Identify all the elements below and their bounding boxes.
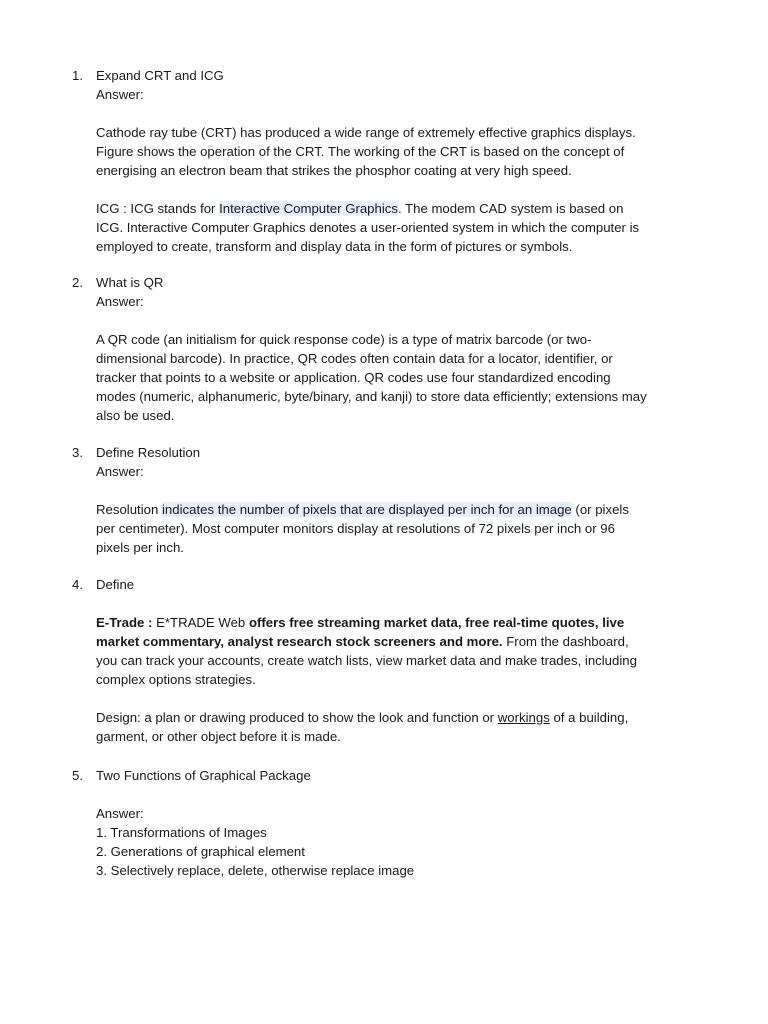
question-content <box>96 66 696 256</box>
bold-text: market commentary, analyst research stock screeners and more. <box>96 634 503 649</box>
paragraph-line: ICG. Interactive Computer Graphics denotes a user-oriented system in which the computer is <box>96 220 640 235</box>
bold-text: offers free streaming market data, free real-time quotes, live <box>248 615 625 630</box>
question-title: Define Resolution <box>96 445 201 460</box>
question-content <box>96 575 696 746</box>
paragraph-line: per centimeter). Most computer monitors display at resolutions of 72 pixels per inch or 96 <box>96 521 615 536</box>
answer-label: Answer: <box>96 87 144 102</box>
list-item: 1. Transformations of Images <box>96 825 267 840</box>
question-title: Two Functions of Graphical Package <box>96 768 311 783</box>
paragraph-line: dimensional barcode). In practice, QR codes often contain data for a locator, identifier, or <box>96 351 613 366</box>
question-title: What is QR <box>96 275 164 290</box>
question-title: Define <box>96 577 135 592</box>
answer-label: Answer: <box>96 464 144 479</box>
workings-link[interactable]: workings <box>497 710 550 725</box>
paragraph-line <box>96 613 696 632</box>
paragraph-line: tracker that points to a website or application. QR codes use four standardized encoding <box>96 370 611 385</box>
paragraph-line: you can track your accounts, create watch lists, view market data and make trades, including <box>96 653 637 668</box>
term-label: E-Trade : <box>96 615 153 630</box>
question-content <box>96 766 696 880</box>
text-run: of a building, <box>549 710 629 725</box>
paragraph-line <box>96 708 696 727</box>
highlighted-text: indicates the number of pixels that are displayed per inch for an image <box>161 502 572 517</box>
answer-label: Answer: <box>96 806 144 821</box>
question-number: 1. <box>72 68 83 83</box>
paragraph-line: energising an electron beam that strikes the phosphor coating at very high speed. <box>96 163 572 178</box>
question-content <box>96 273 696 425</box>
paragraph-line: A QR code (an initialism for quick response code) is a type of matrix barcode (or two- <box>96 332 592 347</box>
question-number: 2. <box>72 275 83 290</box>
paragraph-line: garment, or other object before it is made. <box>96 729 341 744</box>
text-run: From the dashboard, <box>502 634 629 649</box>
paragraph-line: employed to create, transform and display data in the form of pictures or symbols. <box>96 239 573 254</box>
list-item: 3. Selectively replace, delete, otherwise replace image <box>96 863 415 878</box>
text-run: E*TRADE Web <box>152 615 249 630</box>
text-run: ICG : ICG stands for <box>96 201 220 216</box>
paragraph-line: Figure shows the operation of the CRT. The working of the CRT is based on the concept of <box>96 144 625 159</box>
question-number: 4. <box>72 577 83 592</box>
question-number: 5. <box>72 768 83 783</box>
question-content <box>96 443 696 557</box>
answer-label: Answer: <box>96 294 144 309</box>
paragraph-line: also be used. <box>96 408 175 423</box>
text-run: Design: a plan or drawing produced to show the look and function or <box>96 710 498 725</box>
text-run: Resolution <box>96 502 162 517</box>
paragraph-line <box>96 500 696 519</box>
text-run: (or pixels <box>571 502 629 517</box>
highlighted-text: Interactive Computer Graphics <box>219 201 398 216</box>
paragraph-line: modes (numeric, alphanumeric, byte/binary, and kanji) to store data efficiently; extensions may <box>96 389 647 404</box>
list-item: 2. Generations of graphical element <box>96 844 305 859</box>
text-run: . The modem CAD system is based on <box>397 201 624 216</box>
paragraph-line <box>96 199 696 218</box>
paragraph-line <box>96 632 696 651</box>
question-number: 3. <box>72 445 83 460</box>
paragraph-line: Cathode ray tube (CRT) has produced a wide range of extremely effective graphics displays. <box>96 125 636 140</box>
question-title: Expand CRT and ICG <box>96 68 224 83</box>
paragraph-line: pixels per inch. <box>96 540 184 555</box>
paragraph-line: complex options strategies. <box>96 672 256 687</box>
